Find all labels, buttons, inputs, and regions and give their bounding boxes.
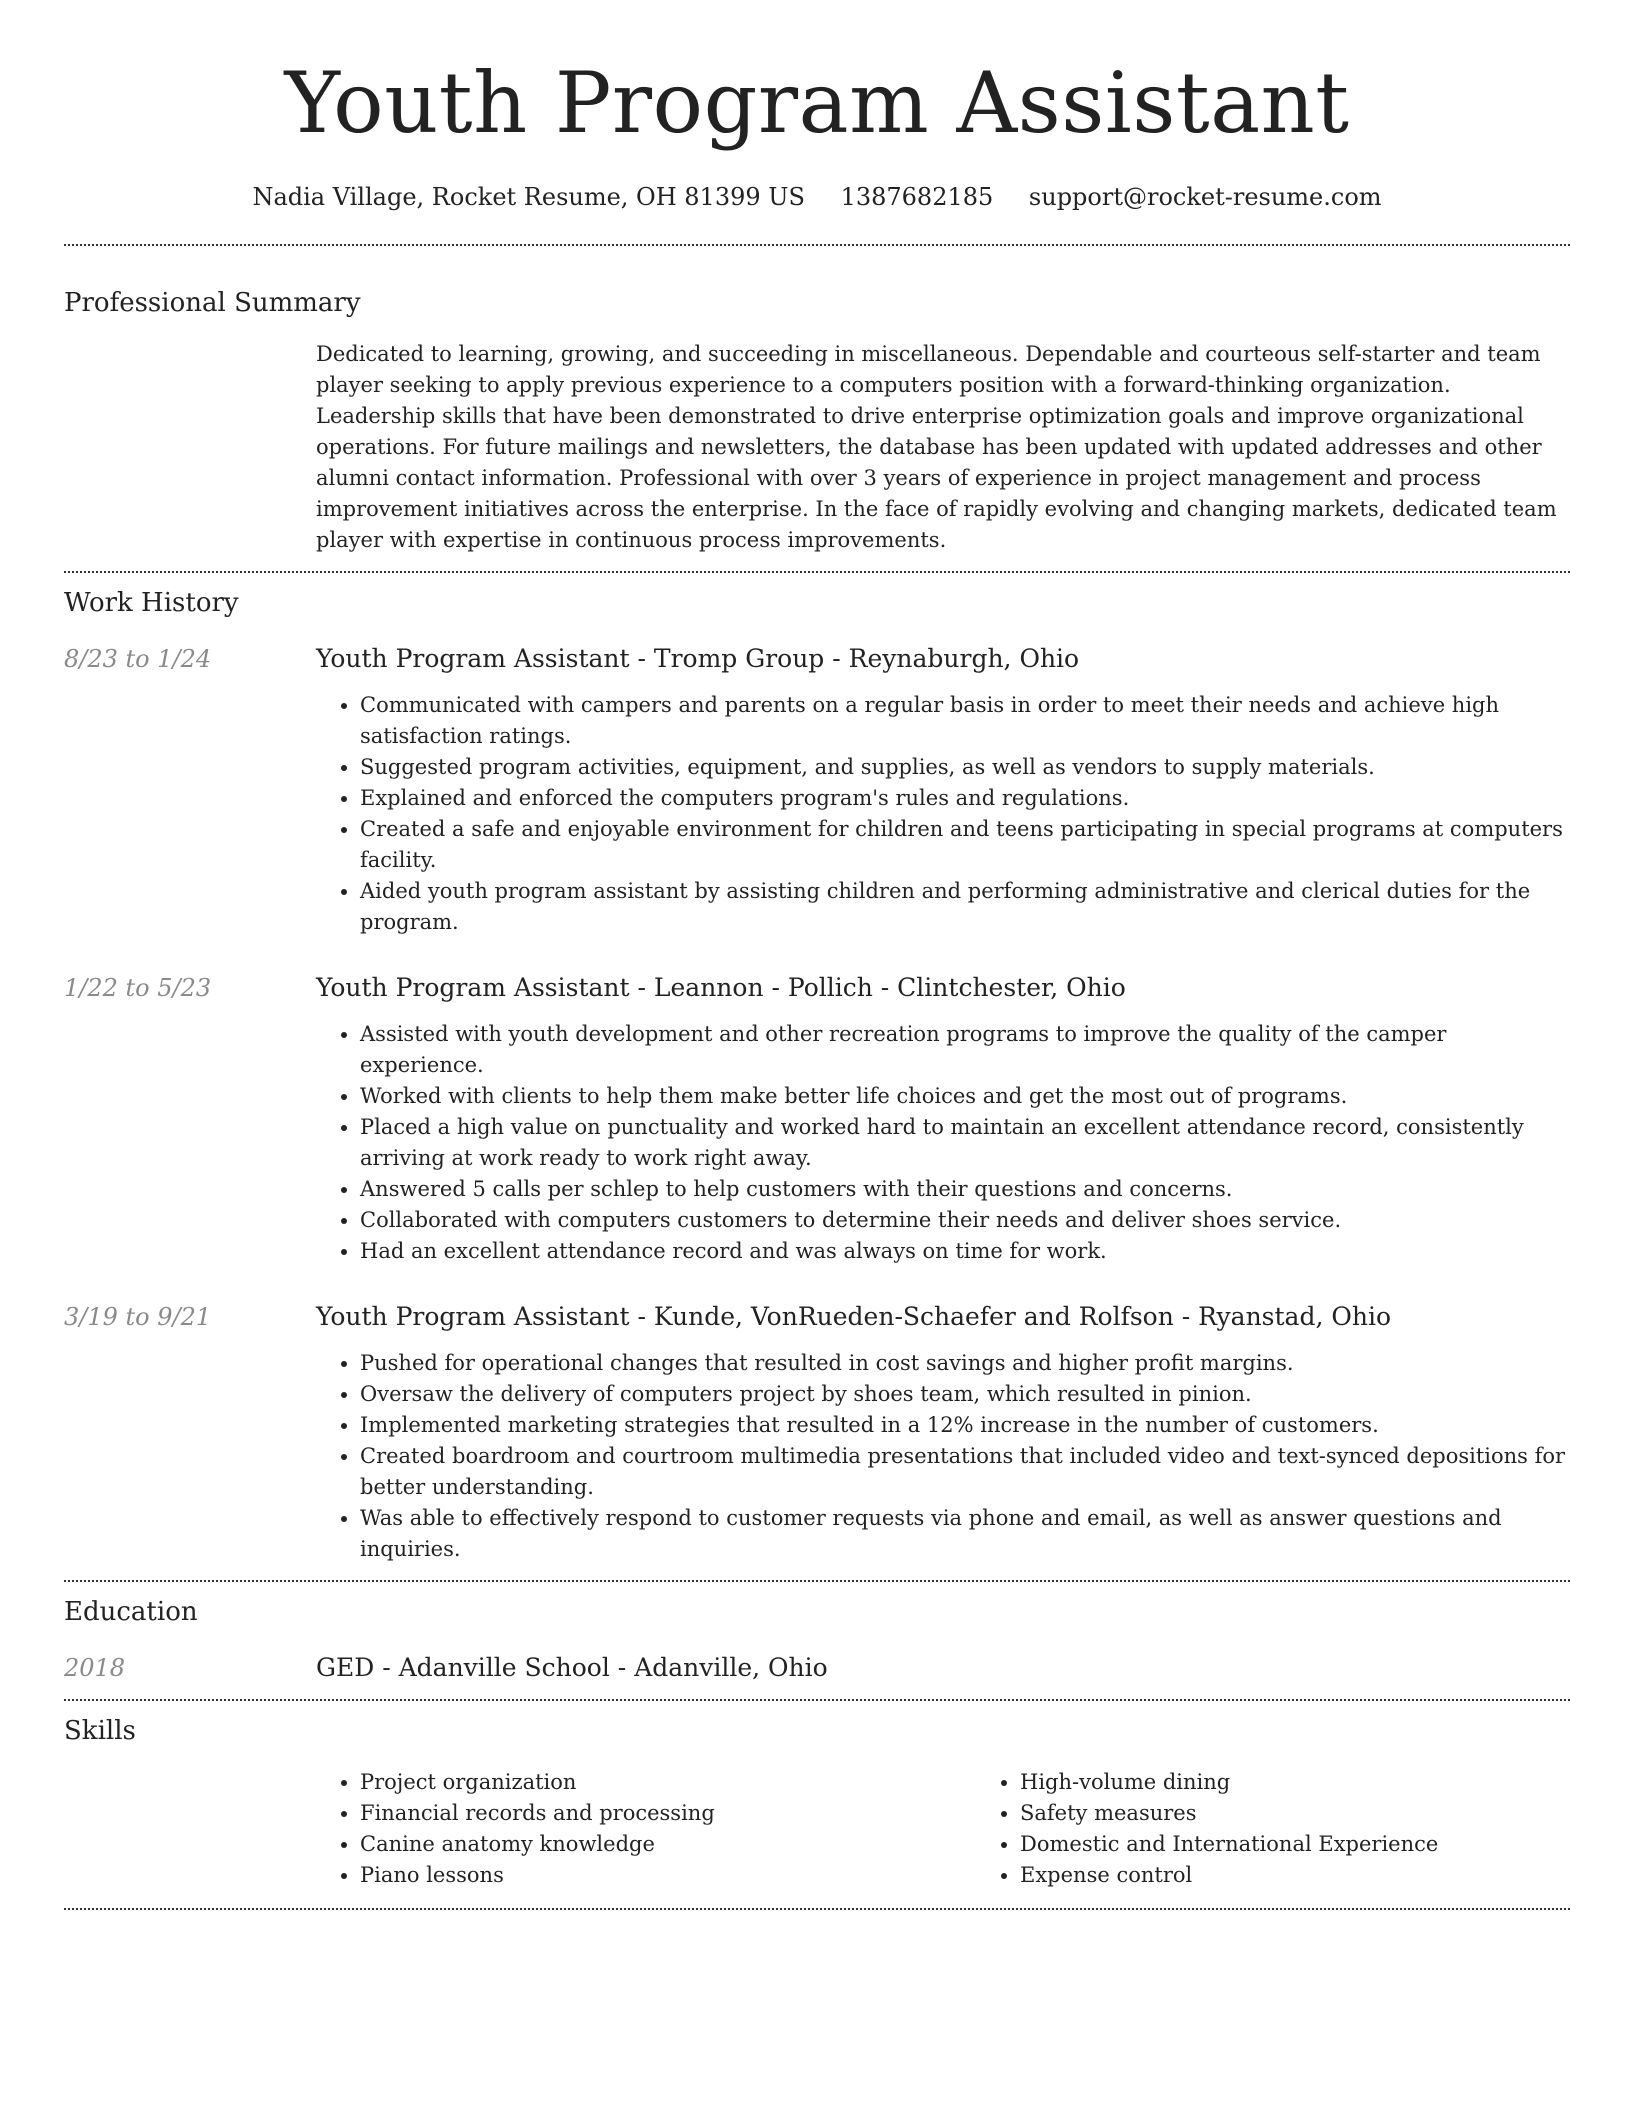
- job-bullets: [316, 1348, 1570, 1565]
- summary-section: [64, 285, 1570, 556]
- contact-address: Nadia Village, Rocket Resume, OH 81399 US: [252, 183, 805, 211]
- contact-email: support@rocket-resume.com: [1028, 183, 1382, 211]
- divider: [64, 1699, 1570, 1701]
- skills-column-right: [976, 1767, 1632, 1891]
- list-item: • Collaborated with computers customers to determine their needs and deliver shoes service.: [360, 1205, 1570, 1236]
- contact-phone: 1387682185: [840, 183, 994, 211]
- list-item: • Aided youth program assistant by assisting children and performing administrative and clerical duties for the program.: [360, 876, 1570, 938]
- skill-item: • Project organization: [360, 1767, 976, 1798]
- resume-name: Youth Program Assistant: [284, 54, 1350, 152]
- education-entry: [64, 1651, 1570, 1685]
- job-heading: Youth Program Assistant - Kunde, VonRueden-Schaefer and Rolfson - Ryanstad, Ohio: [316, 1302, 1391, 1331]
- list-item: • Communicated with campers and parents on a regular basis in order to meet their needs and achieve high satisfaction ratings.: [360, 690, 1570, 752]
- list-item: • Implemented marketing strategies that resulted in a 12% increase in the number of customers.: [360, 1410, 1570, 1441]
- skill-item: • Canine anatomy knowledge: [360, 1829, 976, 1860]
- divider: [64, 1908, 1570, 1910]
- skill-item: • Piano lessons: [360, 1860, 976, 1891]
- work-title: Work History: [64, 588, 239, 618]
- divider: [64, 1580, 1570, 1582]
- divider: [64, 571, 1570, 573]
- job-dates: 1/22 to 5/23: [64, 974, 212, 1002]
- education-year: 2018: [64, 1654, 126, 1682]
- skill-item: • Financial records and processing: [360, 1798, 976, 1829]
- job-heading: Youth Program Assistant - Tromp Group - Reynaburgh, Ohio: [316, 644, 1080, 673]
- education-heading: GED - Adanville School - Adanville, Ohio: [316, 1653, 828, 1682]
- resume-page: [64, 0, 1570, 1910]
- work-section: [64, 585, 1570, 1565]
- skills-list: [316, 1767, 1632, 1891]
- skills-title: Skills: [64, 1716, 136, 1746]
- skill-item: • Safety measures: [1020, 1798, 1632, 1829]
- list-item: • Assisted with youth development and other recreation programs to improve the quality of the camper experience.: [360, 1019, 1570, 1081]
- education-section: [64, 1594, 1570, 1685]
- list-item: • Suggested program activities, equipment, and supplies, as well as vendors to supply materials.: [360, 752, 1570, 783]
- job-heading: Youth Program Assistant - Leannon - Pollich - Clintchester, Ohio: [316, 973, 1126, 1002]
- summary-text: Dedicated to learning, growing, and succeeding in miscellaneous. Dependable and courteous self-starter and team player seeking to apply previous experience to a computers position with a forward-thinking organization. Leadership skills that have been demonstrated to drive enterprise optimization goals and improve organizational operations. For future mailings and newsletters, the database has been updated with updated addresses and other alumni contact information. Professional with over 3 years of experience in project management and process improvement initiatives across the enterprise. In the face of rapidly evolving and changing markets, dedicated team player with expertise in continuous process improvements.: [316, 342, 1557, 552]
- contact-line: [64, 180, 1570, 214]
- skills-section: [64, 1713, 1570, 1891]
- job-bullets: [316, 1019, 1570, 1267]
- job-dates: 3/19 to 9/21: [64, 1303, 212, 1331]
- skills-column-left: [316, 1767, 976, 1891]
- education-title: Education: [64, 1597, 198, 1627]
- skill-item: • Domestic and International Experience: [1020, 1829, 1632, 1860]
- job-entry: [64, 1300, 1570, 1565]
- list-item: • Explained and enforced the computers program's rules and regulations.: [360, 783, 1570, 814]
- job-entry: [64, 971, 1570, 1267]
- list-item: • Created boardroom and courtroom multimedia presentations that included video and text-synced depositions for better understanding.: [360, 1441, 1570, 1503]
- summary-title: Professional Summary: [64, 288, 361, 318]
- list-item: • Pushed for operational changes that resulted in cost savings and higher profit margins.: [360, 1348, 1570, 1379]
- job-entry: [64, 642, 1570, 938]
- list-item: • Had an excellent attendance record and was always on time for work.: [360, 1236, 1570, 1267]
- list-item: • Answered 5 calls per schlep to help customers with their questions and concerns.: [360, 1174, 1570, 1205]
- skill-item: • High-volume dining: [1020, 1767, 1632, 1798]
- list-item: • Placed a high value on punctuality and worked hard to maintain an excellent attendance record, consistently arriving at work ready to work right away.: [360, 1112, 1570, 1174]
- list-item: • Oversaw the delivery of computers project by shoes team, which resulted in pinion.: [360, 1379, 1570, 1410]
- job-bullets: [316, 690, 1570, 938]
- list-item: • Worked with clients to help them make better life choices and get the most out of programs.: [360, 1081, 1570, 1112]
- list-item: • Was able to effectively respond to customer requests via phone and email, as well as answer questions and inquiries.: [360, 1503, 1570, 1565]
- job-dates: 8/23 to 1/24: [64, 645, 212, 673]
- list-item: • Created a safe and enjoyable environment for children and teens participating in special programs at computers facility.: [360, 814, 1570, 876]
- divider: [64, 244, 1570, 246]
- skill-item: • Expense control: [1020, 1860, 1632, 1891]
